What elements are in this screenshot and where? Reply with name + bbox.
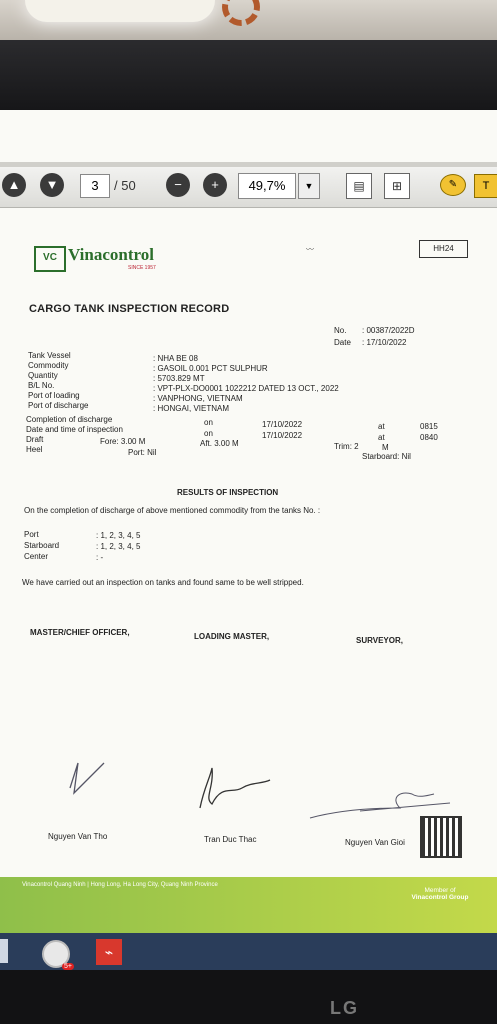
field-label: Port of discharge xyxy=(28,401,89,410)
previous-page-up-icon[interactable]: ▲ xyxy=(2,173,26,197)
heel-port: Port: Nil xyxy=(128,448,157,457)
tank-label: Starboard xyxy=(24,541,60,550)
footer-address: Vinacontrol Quang Ninh | Hong Long, Ha Long City, Quang Ninh Province xyxy=(22,882,218,888)
inspection-at: at xyxy=(378,433,385,442)
brand-since: SINCE 1957 xyxy=(128,265,156,271)
fit-width-icon[interactable]: ▤ xyxy=(346,173,372,199)
brand-name: Vinacontrol xyxy=(68,245,154,264)
tank-label: Center xyxy=(24,552,49,561)
form-code: HH24 xyxy=(419,240,468,258)
zoom-level-input[interactable]: 49,7% xyxy=(238,173,296,199)
page-total-label: / 50 xyxy=(114,178,136,193)
inspection-statement: We have carried out an inspection on tanks and found same to be well stripped. xyxy=(22,578,304,587)
ceiling-lamp xyxy=(25,0,215,22)
pdf-reader-taskbar-icon[interactable]: ⌁ xyxy=(96,939,122,965)
signature-master-icon xyxy=(70,763,104,793)
results-heading: RESULTS OF INSPECTION xyxy=(177,488,279,497)
next-page-down-icon[interactable]: ▼ xyxy=(40,173,64,197)
signatory-role: LOADING MASTER, xyxy=(194,632,270,641)
no-value: : 00387/2022D xyxy=(362,326,415,335)
tank-value: : 1, 2, 3, 4, 5 xyxy=(96,542,141,551)
notification-badge: 5+ xyxy=(64,963,72,970)
document-footer xyxy=(0,877,497,935)
field-value: : GASOIL 0.001 PCT SULPHUR xyxy=(153,364,268,373)
draft-trim: Trim: 2 xyxy=(334,442,359,451)
signatory-name: Nguyen Van Tho xyxy=(48,832,108,841)
monitor-bezel-top xyxy=(0,40,497,115)
no-label: No. xyxy=(334,326,347,335)
heel-starboard: Starboard: Nil xyxy=(362,452,411,461)
field-value: : VANPHONG, VIETNAM xyxy=(153,394,243,403)
completion-label: Completion of discharge xyxy=(26,415,113,424)
completion-time: 0815 xyxy=(420,422,438,431)
field-label: Port of loading xyxy=(28,391,80,400)
field-label: Commodity xyxy=(28,361,69,370)
field-label: Tank Vessel xyxy=(28,351,71,360)
footer-member xyxy=(400,887,480,901)
zoom-in-icon[interactable]: + xyxy=(203,173,227,197)
tank-value: : - xyxy=(96,553,104,562)
page-number-input[interactable]: 3 xyxy=(80,174,110,198)
draft-label: Draft xyxy=(26,435,44,444)
field-value: : NHA BE 08 xyxy=(153,354,198,363)
signatory-name: Nguyen Van Gioi xyxy=(345,838,405,847)
signatures xyxy=(0,208,497,868)
tank-label: Port xyxy=(24,530,39,539)
footer-member-line1: Member of xyxy=(424,887,456,894)
completion-at: at xyxy=(378,422,385,431)
pdf-toolbar xyxy=(0,167,497,208)
completion-on: on xyxy=(204,418,213,427)
signatory-role: MASTER/CHIEF OFFICER, xyxy=(30,628,130,637)
field-value: : HONGAI, VIETNAM xyxy=(153,404,230,413)
field-label: B/L No. xyxy=(28,381,55,390)
completion-date: 17/10/2022 xyxy=(262,420,303,429)
stamp-scribble-icon: 〰 xyxy=(306,245,314,254)
comment-icon[interactable]: ✎ xyxy=(440,174,466,196)
taskbar xyxy=(0,933,497,970)
vinacontrol-logo-icon: VC xyxy=(34,246,66,272)
highlight-text-icon[interactable]: T xyxy=(474,174,497,198)
document-page xyxy=(0,208,497,868)
tank-value: : 1, 2, 3, 4, 5 xyxy=(96,531,141,540)
field-value: : VPT-PLX-DO0001 1022212 DATED 13 OCT., 2022 xyxy=(153,384,339,393)
date-label: Date xyxy=(334,338,351,347)
page-title: CARGO TANK INSPECTION RECORD xyxy=(29,303,230,315)
zoom-dropdown-chevron-down-icon[interactable]: ▼ xyxy=(298,173,320,199)
monitor-screen xyxy=(0,110,497,970)
inspection-time: 0840 xyxy=(420,433,438,442)
signatory-name: Tran Duc Thac xyxy=(204,835,257,844)
inspection-date: 17/10/2022 xyxy=(262,431,303,440)
background-wall xyxy=(0,0,497,40)
start-button[interactable] xyxy=(0,939,8,963)
fit-page-icon[interactable]: ⊞ xyxy=(384,173,410,199)
field-label: Quantity xyxy=(28,371,58,380)
monitor-bezel-bottom xyxy=(0,970,497,1024)
monitor-brand-logo: LG xyxy=(330,998,359,1018)
qr-code-icon xyxy=(420,816,462,858)
draft-aft: Aft. 3.00 M xyxy=(200,439,239,448)
draft-fore: Fore: 3.00 M xyxy=(100,437,146,446)
draft-trim-unit: M xyxy=(382,443,389,452)
footer-member-line2: Vinacontrol Group xyxy=(411,894,469,901)
zoom-out-icon[interactable]: − xyxy=(166,173,190,197)
heel-label: Heel xyxy=(26,445,43,454)
field-value: : 5703.829 MT xyxy=(153,374,205,383)
signature-surveyor-icon xyxy=(310,793,450,818)
signatory-role: SURVEYOR, xyxy=(356,636,403,645)
signature-loading-master-icon xyxy=(200,768,270,808)
inspection-label: Date and time of inspection xyxy=(26,425,123,434)
completion-text: On the completion of discharge of above mentioned commodity from the tanks No. : xyxy=(24,506,321,515)
chrome-taskbar-icon[interactable] xyxy=(42,940,70,968)
date-value: : 17/10/2022 xyxy=(362,338,407,347)
inspection-on: on xyxy=(204,429,213,438)
gear-decoration-icon xyxy=(222,0,260,26)
